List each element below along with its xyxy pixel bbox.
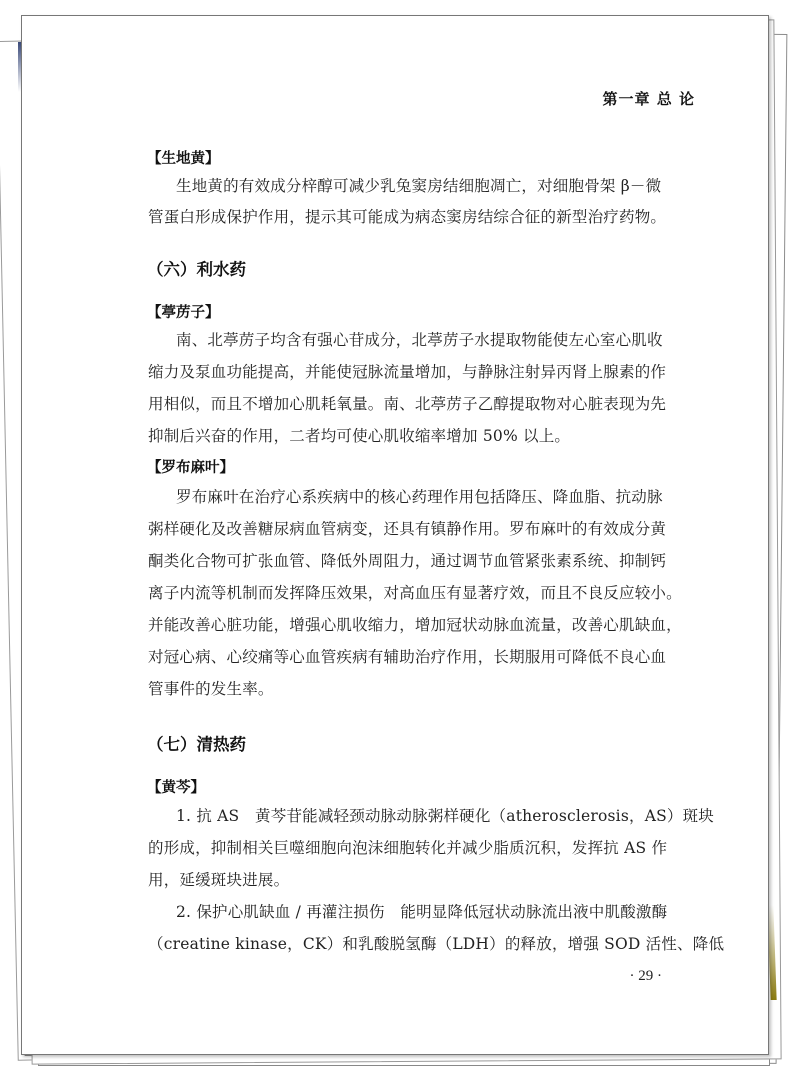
paragraph-line: 的形成，抑制相关巨噬细胞向泡沫细胞转化并减少脂质沉积，发挥抗 AS 作 bbox=[148, 839, 668, 857]
section-heading-qingreyao: （七）清热药 bbox=[147, 735, 246, 754]
chapter-header: 第一章 总 论 bbox=[602, 90, 695, 108]
herb-heading-tinglizi: 【葶苈子】 bbox=[147, 305, 220, 321]
paragraph-line: 粥样硬化及改善糖尿病血管病变，还具有镇静作用。罗布麻叶的有效成分黄 bbox=[148, 520, 667, 538]
paragraph-line: 1. 抗 AS 黄芩苷能减轻颈动脉动脉粥样硬化（atherosclerosis，AS）斑块 bbox=[176, 807, 715, 825]
paragraph-line: 缩力及泵血功能提高，并能使冠脉流量增加，与静脉注射异丙肾上腺素的作 bbox=[148, 363, 667, 381]
paragraph-line: 生地黄的有效成分梓醇可减少乳兔窦房结细胞凋亡，对细胞骨架 β－微 bbox=[176, 177, 662, 195]
herb-heading-huangqin: 【黄芩】 bbox=[147, 780, 205, 796]
paragraph-line: 对冠心病、心绞痛等心血管疾病有辅助治疗作用，长期服用可降低不良心血 bbox=[148, 648, 667, 666]
herb-heading-luobumaye: 【罗布麻叶】 bbox=[147, 460, 234, 476]
paragraph-line: 南、北葶苈子均含有强心苷成分，北葶苈子水提取物能使左心室心肌收 bbox=[176, 331, 663, 349]
paragraph-line: （creatine kinase，CK）和乳酸脱氢酶（LDH）的释放，增强 SOD 活性、降低 bbox=[148, 935, 725, 953]
paragraph-line: 用，延缓斑块进展。 bbox=[148, 871, 290, 889]
herb-heading-shengdihuang: 【生地黄】 bbox=[147, 151, 220, 167]
paragraph-line: 用相似，而且不增加心肌耗氧量。南、北葶苈子乙醇提取物对心脏表现为先 bbox=[148, 395, 667, 413]
paragraph-line: 酮类化合物可扩张血管、降低外周阻力，通过调节血管紧张素系统、抑制钙 bbox=[148, 552, 667, 570]
paragraph-line: 管蛋白形成保护作用，提示其可能成为病态窦房结综合征的新型治疗药物。 bbox=[148, 208, 667, 226]
paragraph-line: 2. 保护心肌缺血 / 再灌注损伤 能明显降低冠状动脉流出液中肌酸激酶 bbox=[176, 903, 668, 921]
section-heading-lishuiyao: （六）利水药 bbox=[147, 260, 246, 279]
paragraph-line: 管事件的发生率。 bbox=[148, 680, 274, 698]
paragraph-line: 离子内流等机制而发挥降压效果，对高血压有显著疗效，而且不良反应较小。 bbox=[148, 584, 682, 602]
paragraph-line: 抑制后兴奋的作用，二者均可使心肌收缩率增加 50% 以上。 bbox=[148, 427, 571, 445]
page-number: · 29 · bbox=[629, 968, 662, 984]
paragraph-line: 罗布麻叶在治疗心系疾病中的核心药理作用包括降压、降血脂、抗动脉 bbox=[176, 488, 663, 506]
paragraph-line: 并能改善心脏功能，增强心肌收缩力，增加冠状动脉血流量，改善心肌缺血， bbox=[148, 616, 682, 634]
